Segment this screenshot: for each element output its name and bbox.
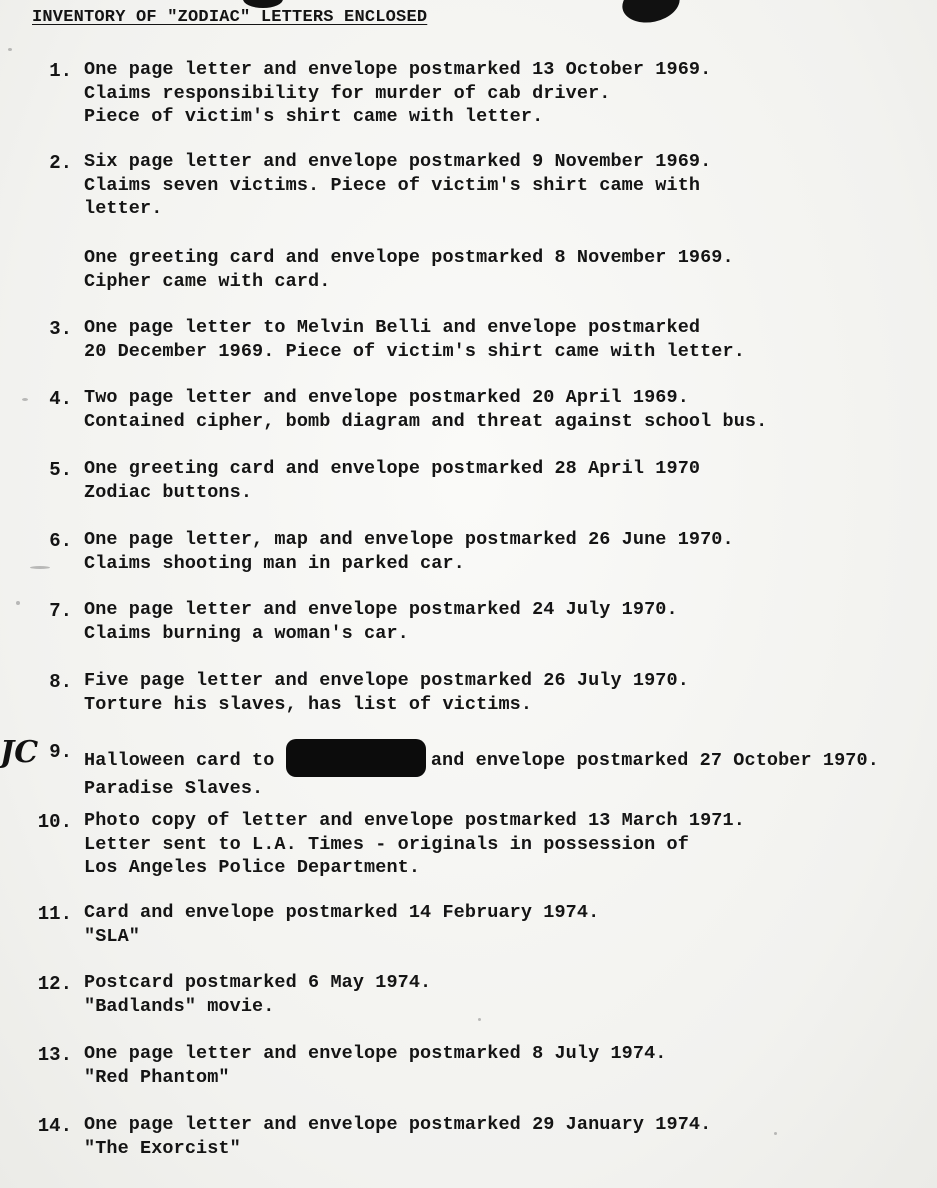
document-title: INVENTORY OF "ZODIAC" LETTERS ENCLOSED xyxy=(32,8,428,27)
item-line: Card and envelope postmarked 14 February 1974. xyxy=(84,902,600,923)
item-number: 7. xyxy=(49,600,72,622)
item-number: 3. xyxy=(49,318,72,340)
item-line: "Badlands" movie. xyxy=(84,995,275,1017)
scan-speck xyxy=(8,48,12,51)
item-line: One page letter to Melvin Belli and envelope postmarked xyxy=(84,317,701,338)
item-line xyxy=(84,739,879,777)
margin-handwritten-mark: JC xyxy=(0,735,39,770)
scan-speck xyxy=(16,601,20,605)
item-line: Postcard postmarked 6 May 1974. xyxy=(84,972,432,993)
item-number: 12. xyxy=(37,973,72,995)
item-line: Five page letter and envelope postmarked 26 July 1970. xyxy=(84,670,689,691)
item-line: letter. xyxy=(84,198,163,219)
item-number: 5. xyxy=(49,459,72,481)
item-number: 1. xyxy=(49,60,72,82)
item-line: 20 December 1969. Piece of victim's shirt came with letter. xyxy=(84,340,745,362)
item-number: 4. xyxy=(49,388,72,410)
item-line: Paradise Slaves. xyxy=(84,778,264,799)
item-line: "Red Phantom" xyxy=(84,1066,230,1088)
scan-speck xyxy=(22,398,28,401)
ink-blot xyxy=(243,0,283,8)
item-number: 14. xyxy=(37,1115,72,1137)
item-line: Claims burning a woman's car. xyxy=(84,622,409,644)
scan-speck xyxy=(478,1018,481,1021)
item-line: Los Angeles Police Department. xyxy=(84,857,421,878)
ink-blot xyxy=(619,0,684,28)
item-line: Photo copy of letter and envelope postmarked 13 March 1971. xyxy=(84,810,745,831)
item-number: 11. xyxy=(37,903,72,925)
item-line: One page letter and envelope postmarked 8 July 1974. xyxy=(84,1043,667,1064)
item-line-part: and envelope postmarked 27 October 1970. xyxy=(430,750,879,771)
item-number: 2. xyxy=(49,152,72,174)
scan-speck xyxy=(30,566,50,569)
item-sub-line: Cipher came with card. xyxy=(84,270,331,292)
item-line: One greeting card and envelope postmarked 28 April 1970 xyxy=(84,458,701,479)
item-number: 8. xyxy=(49,671,72,693)
item-line: Claims responsibility for murder of cab driver. xyxy=(84,82,611,104)
item-number: 6. xyxy=(49,530,72,552)
item-line: Zodiac buttons. xyxy=(84,481,253,503)
item-line: Contained cipher, bomb diagram and threat against school bus. xyxy=(84,410,768,432)
redaction-block xyxy=(286,739,426,777)
item-line: "The Exorcist" xyxy=(84,1137,241,1159)
item-number: 10. xyxy=(37,811,72,833)
item-number: 9. xyxy=(49,741,72,763)
scan-speck xyxy=(774,1132,777,1135)
item-line: One page letter and envelope postmarked 13 October 1969. xyxy=(84,59,712,80)
item-line: One page letter and envelope postmarked 29 January 1974. xyxy=(84,1114,712,1135)
item-line-part: Halloween card to xyxy=(84,750,275,771)
item-line: Torture his slaves, has list of victims. xyxy=(84,693,533,715)
item-line: One page letter, map and envelope postmarked 26 June 1970. xyxy=(84,529,734,550)
item-line: Piece of victim's shirt came with letter. xyxy=(84,106,544,127)
item-number: 13. xyxy=(37,1044,72,1066)
item-line: One page letter and envelope postmarked 24 July 1970. xyxy=(84,599,678,620)
item-line: Two page letter and envelope postmarked 20 April 1969. xyxy=(84,387,689,408)
item-line: Claims seven victims. Piece of victim's shirt came with xyxy=(84,174,701,196)
item-line: "SLA" xyxy=(84,925,141,947)
item-line: Six page letter and envelope postmarked 9 November 1969. xyxy=(84,151,712,172)
item-sub-line: One greeting card and envelope postmarked 8 November 1969. xyxy=(84,247,734,268)
item-line: Claims shooting man in parked car. xyxy=(84,552,465,574)
item-line: Letter sent to L.A. Times - originals in possession of xyxy=(84,833,689,855)
